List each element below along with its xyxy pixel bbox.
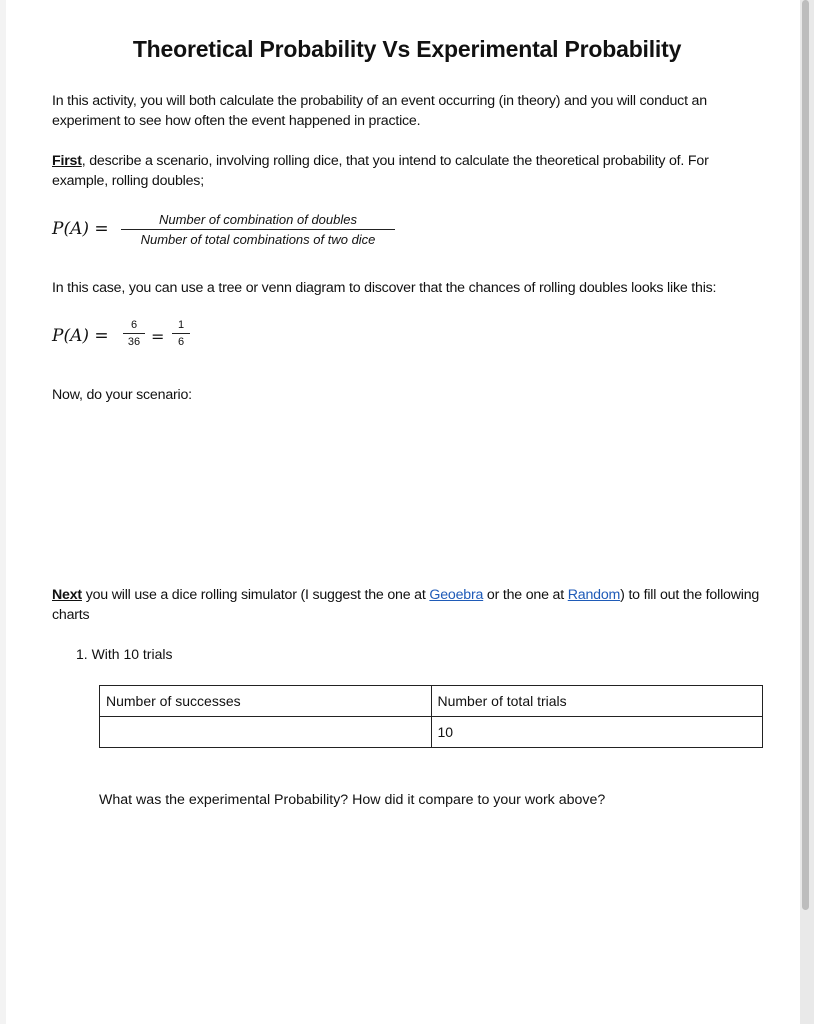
header-total-trials: Number of total trials (431, 686, 763, 717)
intro-paragraph: In this activity, you will both calculate the probability of an event occurring (in theory) and you will conduct an experiment to see how often the event happened in practice. (52, 93, 707, 129)
tree-paragraph: In this case, you can use a tree or venn diagram to discover that the chances of rolling doubles looks like this: (52, 280, 717, 296)
next-text-3: ) to fill out the following charts (52, 587, 760, 623)
formula2-frac2-denominator: 6 (177, 336, 185, 348)
formula2-frac1-denominator: 36 (127, 336, 141, 348)
trials-table (99, 685, 763, 748)
fraction-bar (123, 333, 145, 334)
table-header-row (100, 686, 763, 717)
random-link[interactable]: Random (567, 587, 621, 603)
formula1-lhs: P(A) = (52, 219, 109, 239)
formula2-fraction1 (123, 319, 145, 348)
formula1-numerator: Number of combination of doubles (158, 212, 357, 227)
next-label: Next (52, 587, 82, 603)
list-item-10-trials: 1. With 10 trials (76, 646, 173, 662)
geoebra-link[interactable]: Geoebra (429, 587, 484, 603)
experimental-question: What was the experimental Probability? How did it compare to your work above? (99, 792, 606, 808)
formula2-lhs: P(A) = (52, 326, 109, 346)
formula2-frac2-numerator: 1 (177, 319, 185, 331)
formula2-fraction2 (172, 319, 190, 348)
header-successes: Number of successes (100, 686, 432, 717)
first-label: First (52, 153, 82, 169)
formula1-fraction (121, 212, 395, 247)
first-text: , describe a scenario, involving rolling dice, that you intend to calculate the theoretical probability of. For example, rolling doubles; (52, 153, 709, 189)
page-left-edge (0, 0, 6, 1024)
document-title: Theoretical Probability Vs Experimental Probability (132, 36, 682, 62)
cell-successes[interactable] (100, 717, 432, 748)
formula1-denominator: Number of total combinations of two dice (140, 232, 376, 247)
fraction-bar (121, 229, 395, 230)
table-row (100, 717, 763, 748)
now-paragraph: Now, do your scenario: (52, 387, 192, 403)
formula2-frac1-numerator: 6 (130, 319, 138, 331)
cell-total-trials[interactable]: 10 (431, 717, 763, 748)
next-text-1: you will use a dice rolling simulator (I suggest the one at (81, 587, 430, 603)
scrollbar-thumb[interactable] (802, 0, 809, 910)
fraction-bar (172, 333, 190, 334)
next-text-2: or the one at (483, 587, 568, 603)
formula2-equals: = (151, 327, 165, 346)
first-paragraph (52, 151, 762, 191)
next-paragraph (52, 585, 762, 625)
